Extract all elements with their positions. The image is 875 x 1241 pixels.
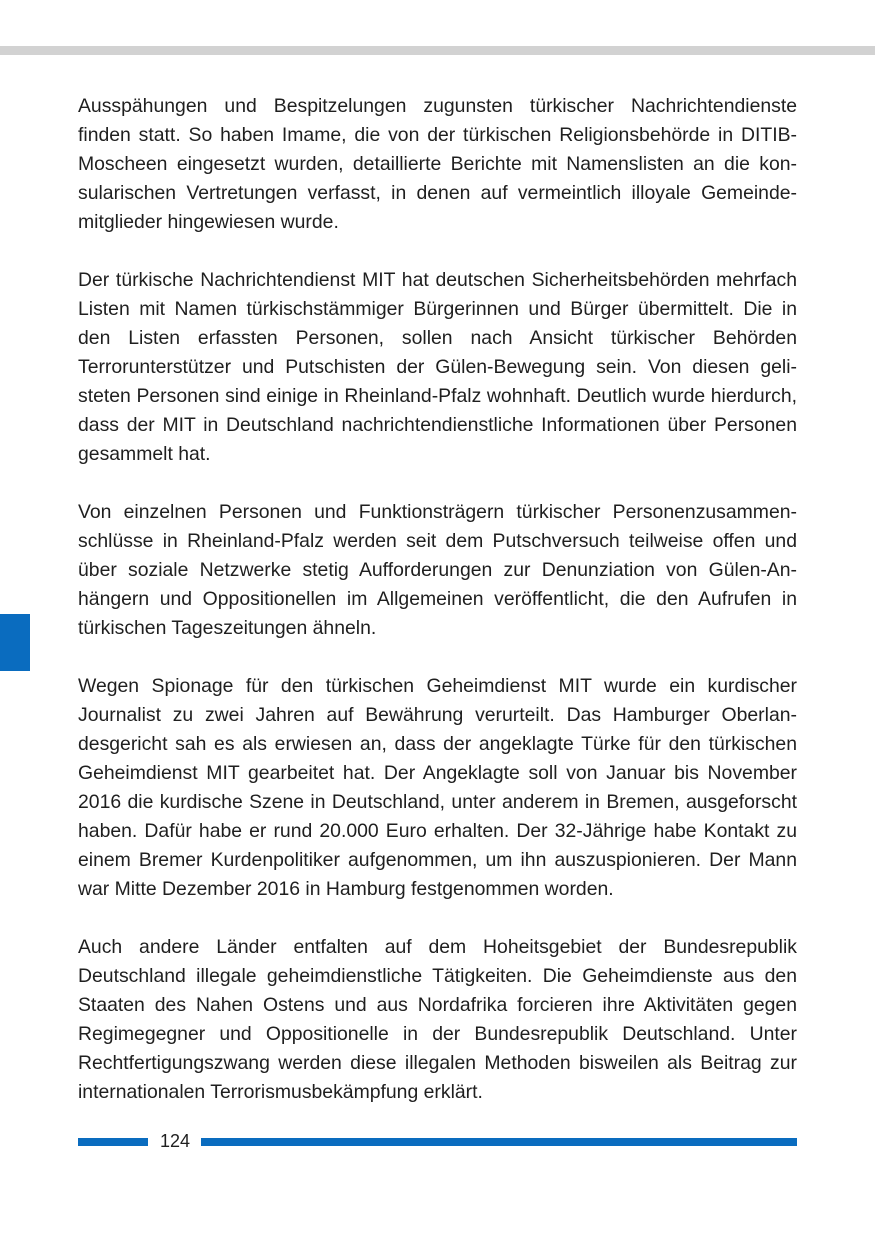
paragraph-2: Der türkische Nachrichtendienst MIT hat deutschen Sicherheitsbehörden mehrfach Listen mit Namen türkischstämmiger Bürgerinnen und Bürger übermittelt. Die in den Listen erfassten Personen, sollen nach Ansicht türkischer Behörden Terrorunterstützer und Putschisten der Gülen-Bewegung sein. Von diesen gelisteten Personen sind einige in Rheinland-Pfalz wohnhaft. Deutlich wurde hierdurch, dass der MIT in Deutschland nachrichtendienstliche Informationen über Personen gesammelt hat. <box>78 269 797 465</box>
top-rule <box>0 46 875 55</box>
page-number: 124 <box>159 1131 191 1151</box>
paragraph-4: Wegen Spionage für den türkischen Geheimdienst MIT wurde ein kurdischer Journalist zu zwei Jahren auf Bewährung verurteilt. Das Hamburger Oberlandesgericht sah es als erwiesen an, dass der angeklagte Türke für den türkischen Geheimdienst MIT gearbeitet hat. Der Angeklagte soll von Januar bis November 2016 die kurdische Szene in Deutschland, unter anderem in Bremen, ausgeforscht haben. Dafür habe er rund 20.000 Euro erhalten. Der 32-Jährige habe Kontakt zu einem Bremer Kurdenpolitiker aufgenommen, um ihn auszuspionieren. Der Mann war Mitte Dezember 2016 in Hamburg festgenommen worden. <box>78 675 797 900</box>
paragraph-5: Auch andere Länder entfalten auf dem Hoheitsgebiet der Bundesrepublik Deutschland illegale geheimdienstliche Tätigkeiten. Die Geheimdienste aus den Staaten des Nahen Ostens und aus Nordafrika forcieren ihre Aktivitäten gegen Regimegegner und Oppositionelle in der Bundesrepublik Deutschland. Unter Rechtfertigungszwang werden diese illegalen Methoden bisweilen als Beitrag zur internationalen Terrorismusbekämpfung erklärt. <box>78 936 797 1103</box>
page-body <box>78 92 797 1136</box>
chapter-side-tab <box>0 614 30 671</box>
page-footer <box>78 1130 797 1152</box>
footer-bar-left <box>78 1138 148 1146</box>
paragraph-1: Ausspähungen und Bespitzelungen zugunsten türkischer Nachrichtendienste finden statt. So haben Imame, die von der türkischen Religionsbehörde in DITIB-Moscheen eingesetzt wurden, detaillierte Berichte mit Namenslisten an die konsularischen Vertretungen verfasst, in denen auf vermeintlich illoyale Gemeindemitglieder hingewiesen wurde. <box>78 95 797 233</box>
footer-bar-right <box>201 1138 797 1146</box>
paragraph-3: Von einzelnen Personen und Funktionsträgern türkischer Personenzusammenschlüsse in Rheinland-Pfalz werden seit dem Putschversuch teilweise offen und über soziale Netzwerke stetig Aufforderungen zur Denunziation von Gülen-Anhängern und Oppositionellen im Allgemeinen veröffentlicht, die den Aufrufen in türkischen Tageszeitungen ähneln. <box>78 501 797 639</box>
